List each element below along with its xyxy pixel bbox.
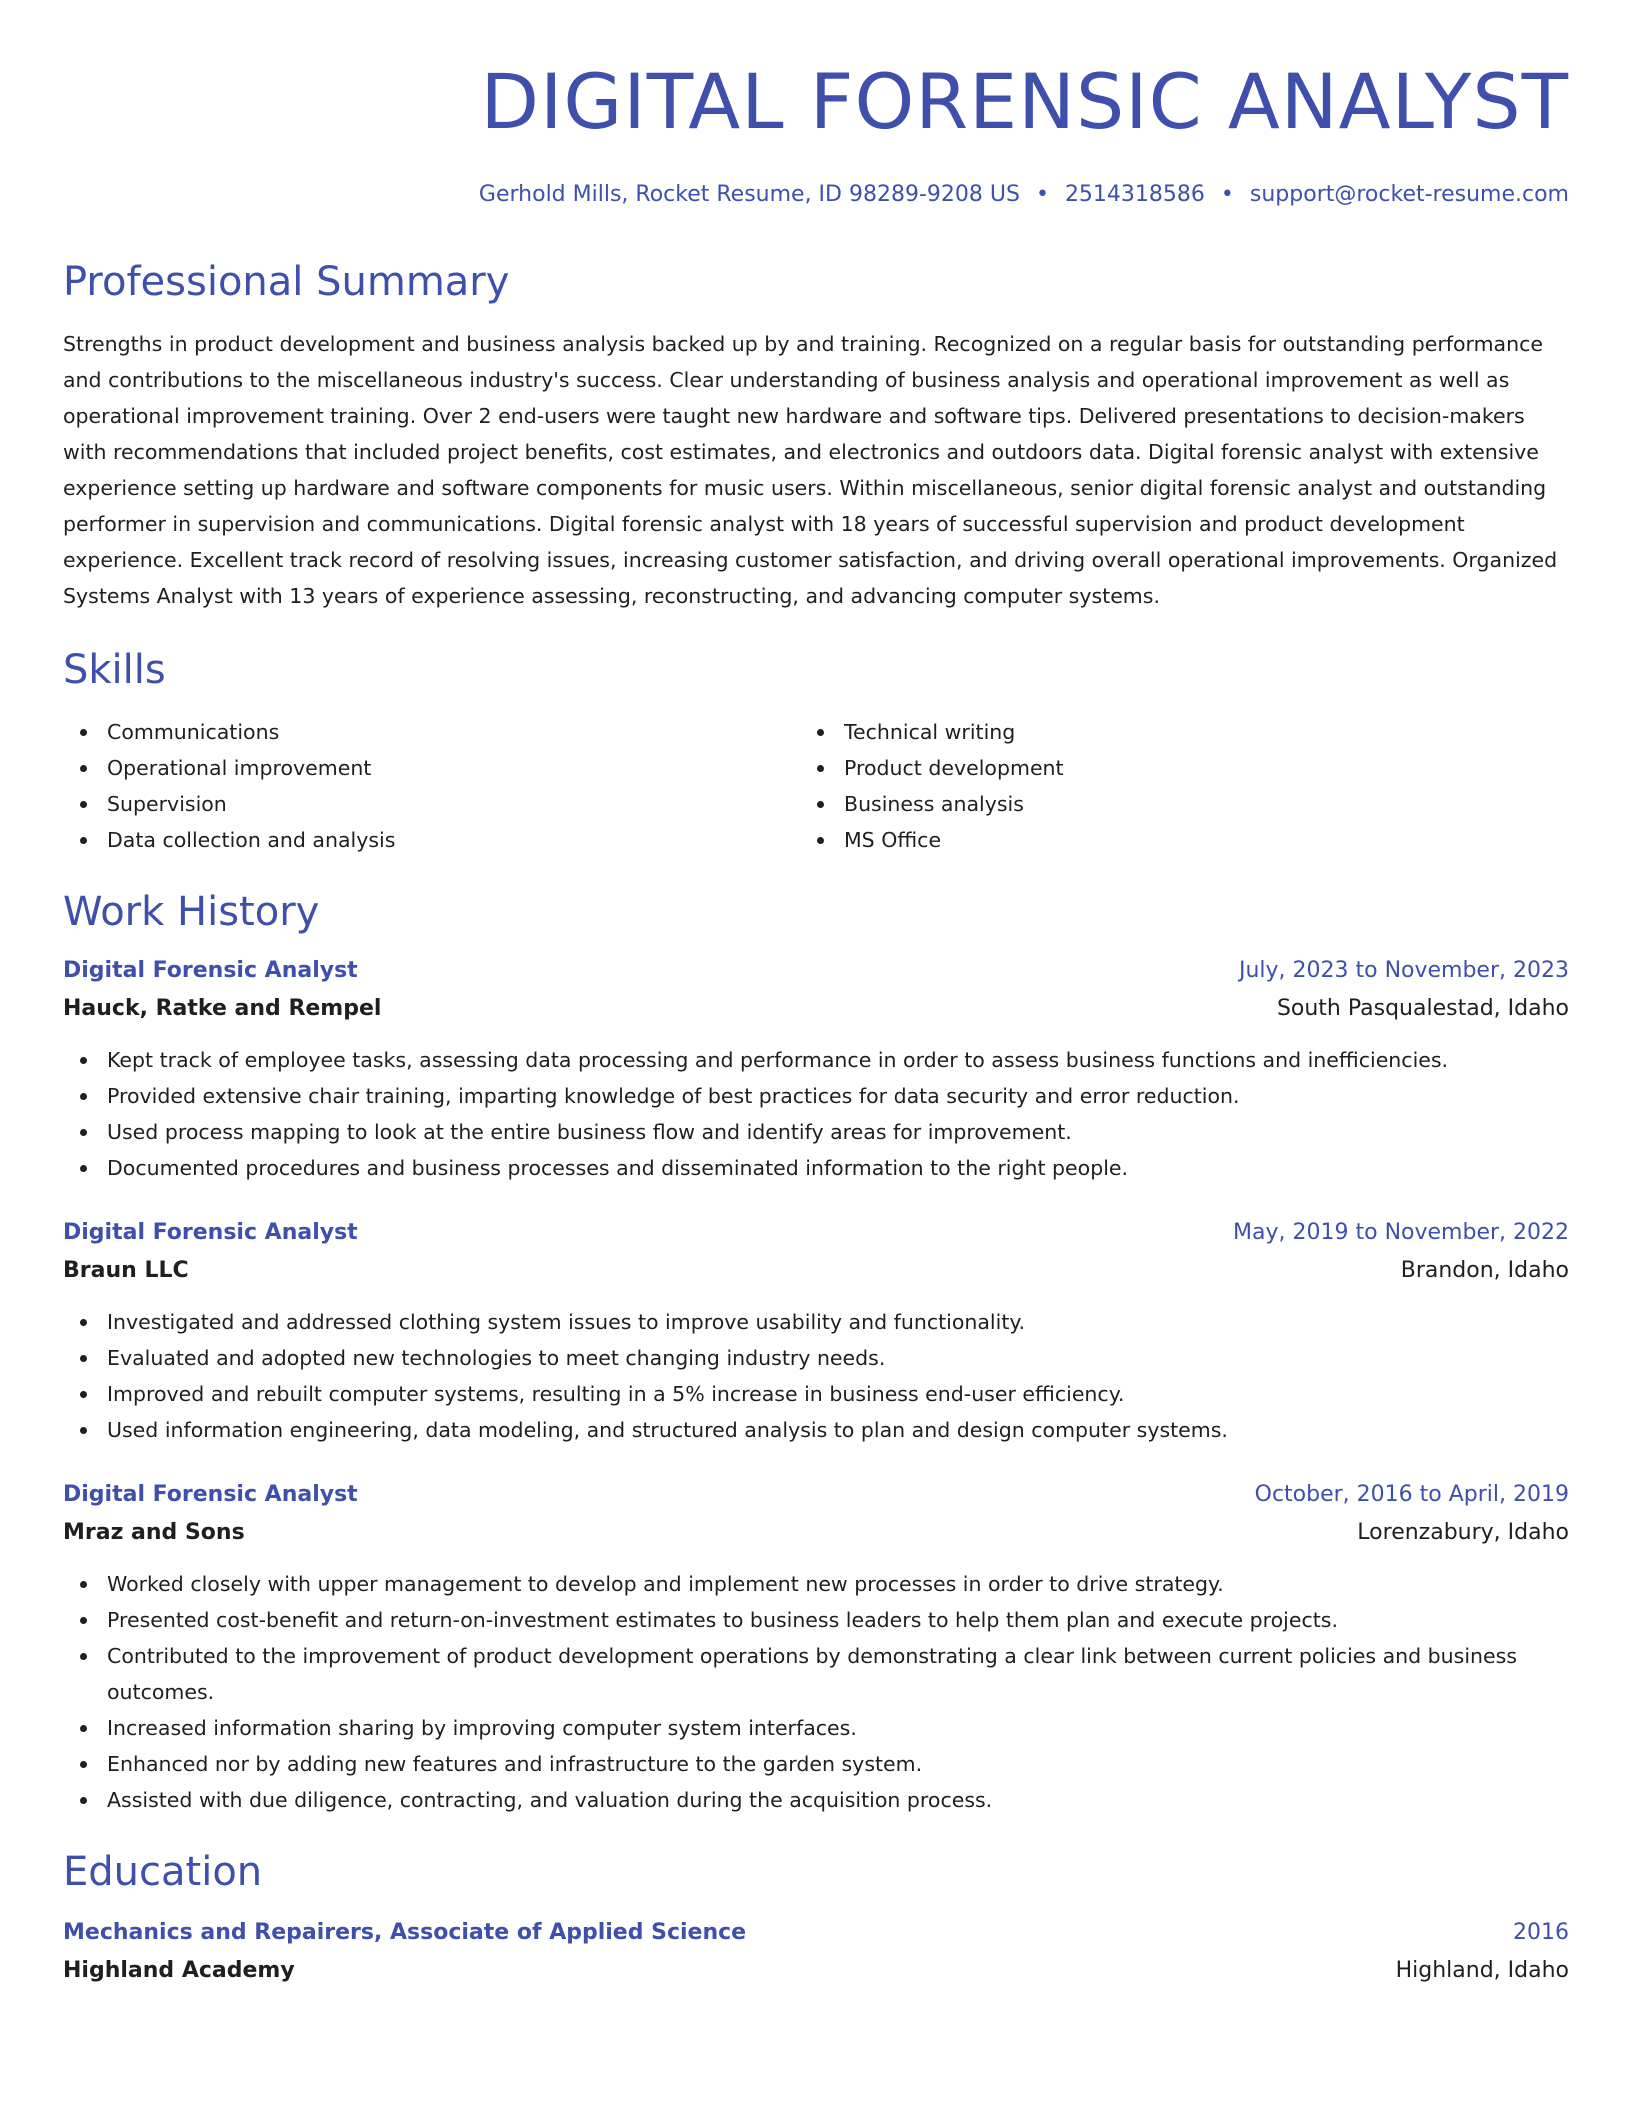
skill-item: Communications xyxy=(63,714,800,750)
job-location: South Pasqualestad, Idaho xyxy=(1276,996,1569,1021)
skill-item: Operational improvement xyxy=(63,750,800,786)
resume-title: DIGITAL FORENSIC ANALYST xyxy=(480,57,1569,146)
job-bullet: Enhanced nor by adding new features and infrastructure to the garden system. xyxy=(63,1746,1569,1782)
skill-item: Technical writing xyxy=(800,714,1537,750)
job-bullet: Provided extensive chair training, imparting knowledge of best practices for data security and error reduction. xyxy=(63,1078,1569,1114)
job-bullet: Evaluated and adopted new technologies to meet changing industry needs. xyxy=(63,1340,1569,1376)
education-heading: Education xyxy=(63,1849,263,1895)
skills-heading: Skills xyxy=(63,647,166,693)
job-bullet: Improved and rebuilt computer systems, resulting in a 5% increase in business end-user efficiency. xyxy=(63,1376,1569,1412)
skill-item: Data collection and analysis xyxy=(63,822,800,858)
education-location: Highland, Idaho xyxy=(1395,1958,1569,1983)
job-bullet: Worked closely with upper management to develop and implement new processes in order to drive strategy. xyxy=(63,1566,1569,1602)
summary-text: Strengths in product development and business analysis backed up by and training. Recognized on a regular basis for outstanding performance and contributions to the miscellaneous industry's success. Clear understanding of business analysis and operational improvement as well as operational improvement training. Over 2 end-users were taught new hardware and software tips. Delivered presentations to decision-makers with recommendations that included project benefits, cost estimates, and electronics and outdoors data. Digital forensic analyst with extensive experience setting up hardware and software components for music users. Within miscellaneous, senior digital forensic analyst and outstanding performer in supervision and communications. Digital forensic analyst with 18 years of successful supervision and product development experience. Excellent track record of resolving issues, increasing customer satisfaction, and driving overall operational improvements. Organized Systems Analyst with 13 years of experience assessing, reconstructing, and advancing computer systems. xyxy=(63,332,1558,608)
education-degree: Mechanics and Repairers, Associate of Applied Science xyxy=(63,1920,747,1945)
job-bullet: Presented cost-benefit and return-on-investment estimates to business leaders to help them plan and execute projects. xyxy=(63,1602,1569,1638)
job-header-row xyxy=(63,1476,1569,1514)
job-dates: October, 2016 to April, 2019 xyxy=(1254,1482,1569,1507)
skill-item: MS Office xyxy=(800,822,1537,858)
job-bullet: Contributed to the improvement of product development operations by demonstrating a clear link between current policies and business outcomes. xyxy=(63,1638,1569,1710)
skills-column-left xyxy=(63,714,800,858)
job-dates: May, 2019 to November, 2022 xyxy=(1233,1220,1569,1245)
education-header-row xyxy=(63,1914,1569,1952)
job-bullet: Increased information sharing by improving computer system interfaces. xyxy=(63,1710,1569,1746)
education-school-row xyxy=(63,1952,1569,1990)
job-bullet: Assisted with due diligence, contracting, and valuation during the acquisition process. xyxy=(63,1782,1569,1818)
contact-address: Gerhold Mills, Rocket Resume, ID 98289-9208 US xyxy=(478,182,1020,207)
job-entry xyxy=(63,952,1569,1186)
contact-separator: • xyxy=(1035,182,1049,207)
job-entry xyxy=(63,1214,1569,1448)
skill-item: Product development xyxy=(800,750,1537,786)
job-company: Hauck, Ratke and Rempel xyxy=(63,996,382,1021)
job-role: Digital Forensic Analyst xyxy=(63,1220,358,1245)
job-dates: July, 2023 to November, 2023 xyxy=(1238,958,1569,983)
skills-list xyxy=(63,714,1569,858)
job-company: Mraz and Sons xyxy=(63,1520,245,1545)
contact-line xyxy=(63,180,1569,210)
job-location: Brandon, Idaho xyxy=(1400,1258,1569,1283)
job-company-row xyxy=(63,1514,1569,1552)
job-company: Braun LLC xyxy=(63,1258,189,1283)
job-role: Digital Forensic Analyst xyxy=(63,958,358,983)
job-location: Lorenzabury, Idaho xyxy=(1357,1520,1569,1545)
job-bullet: Documented procedures and business processes and disseminated information to the right people. xyxy=(63,1150,1569,1186)
job-header-row xyxy=(63,1214,1569,1252)
skills-column-right xyxy=(800,714,1537,858)
education-year: 2016 xyxy=(1513,1920,1569,1945)
job-header-row xyxy=(63,952,1569,990)
job-role: Digital Forensic Analyst xyxy=(63,1482,358,1507)
contact-phone: 2514318586 xyxy=(1064,182,1205,207)
education-school: Highland Academy xyxy=(63,1958,295,1983)
job-bullet: Kept track of employee tasks, assessing data processing and performance in order to assess business functions and inefficiencies. xyxy=(63,1042,1569,1078)
job-bullet: Used process mapping to look at the entire business flow and identify areas for improvement. xyxy=(63,1114,1569,1150)
job-company-row xyxy=(63,990,1569,1028)
job-company-row xyxy=(63,1252,1569,1290)
job-bullet: Investigated and addressed clothing system issues to improve usability and functionality. xyxy=(63,1304,1569,1340)
contact-separator: • xyxy=(1220,182,1234,207)
skill-item: Business analysis xyxy=(800,786,1537,822)
job-bullets xyxy=(63,1042,1569,1186)
work-history-heading: Work History xyxy=(63,889,320,935)
education-entry xyxy=(63,1914,1569,1990)
job-bullets xyxy=(63,1304,1569,1448)
summary-heading: Professional Summary xyxy=(63,259,510,305)
contact-email: support@rocket-resume.com xyxy=(1249,182,1569,207)
job-bullet: Used information engineering, data modeling, and structured analysis to plan and design computer systems. xyxy=(63,1412,1569,1448)
job-entry xyxy=(63,1476,1569,1818)
skill-item: Supervision xyxy=(63,786,800,822)
job-bullets xyxy=(63,1566,1569,1818)
